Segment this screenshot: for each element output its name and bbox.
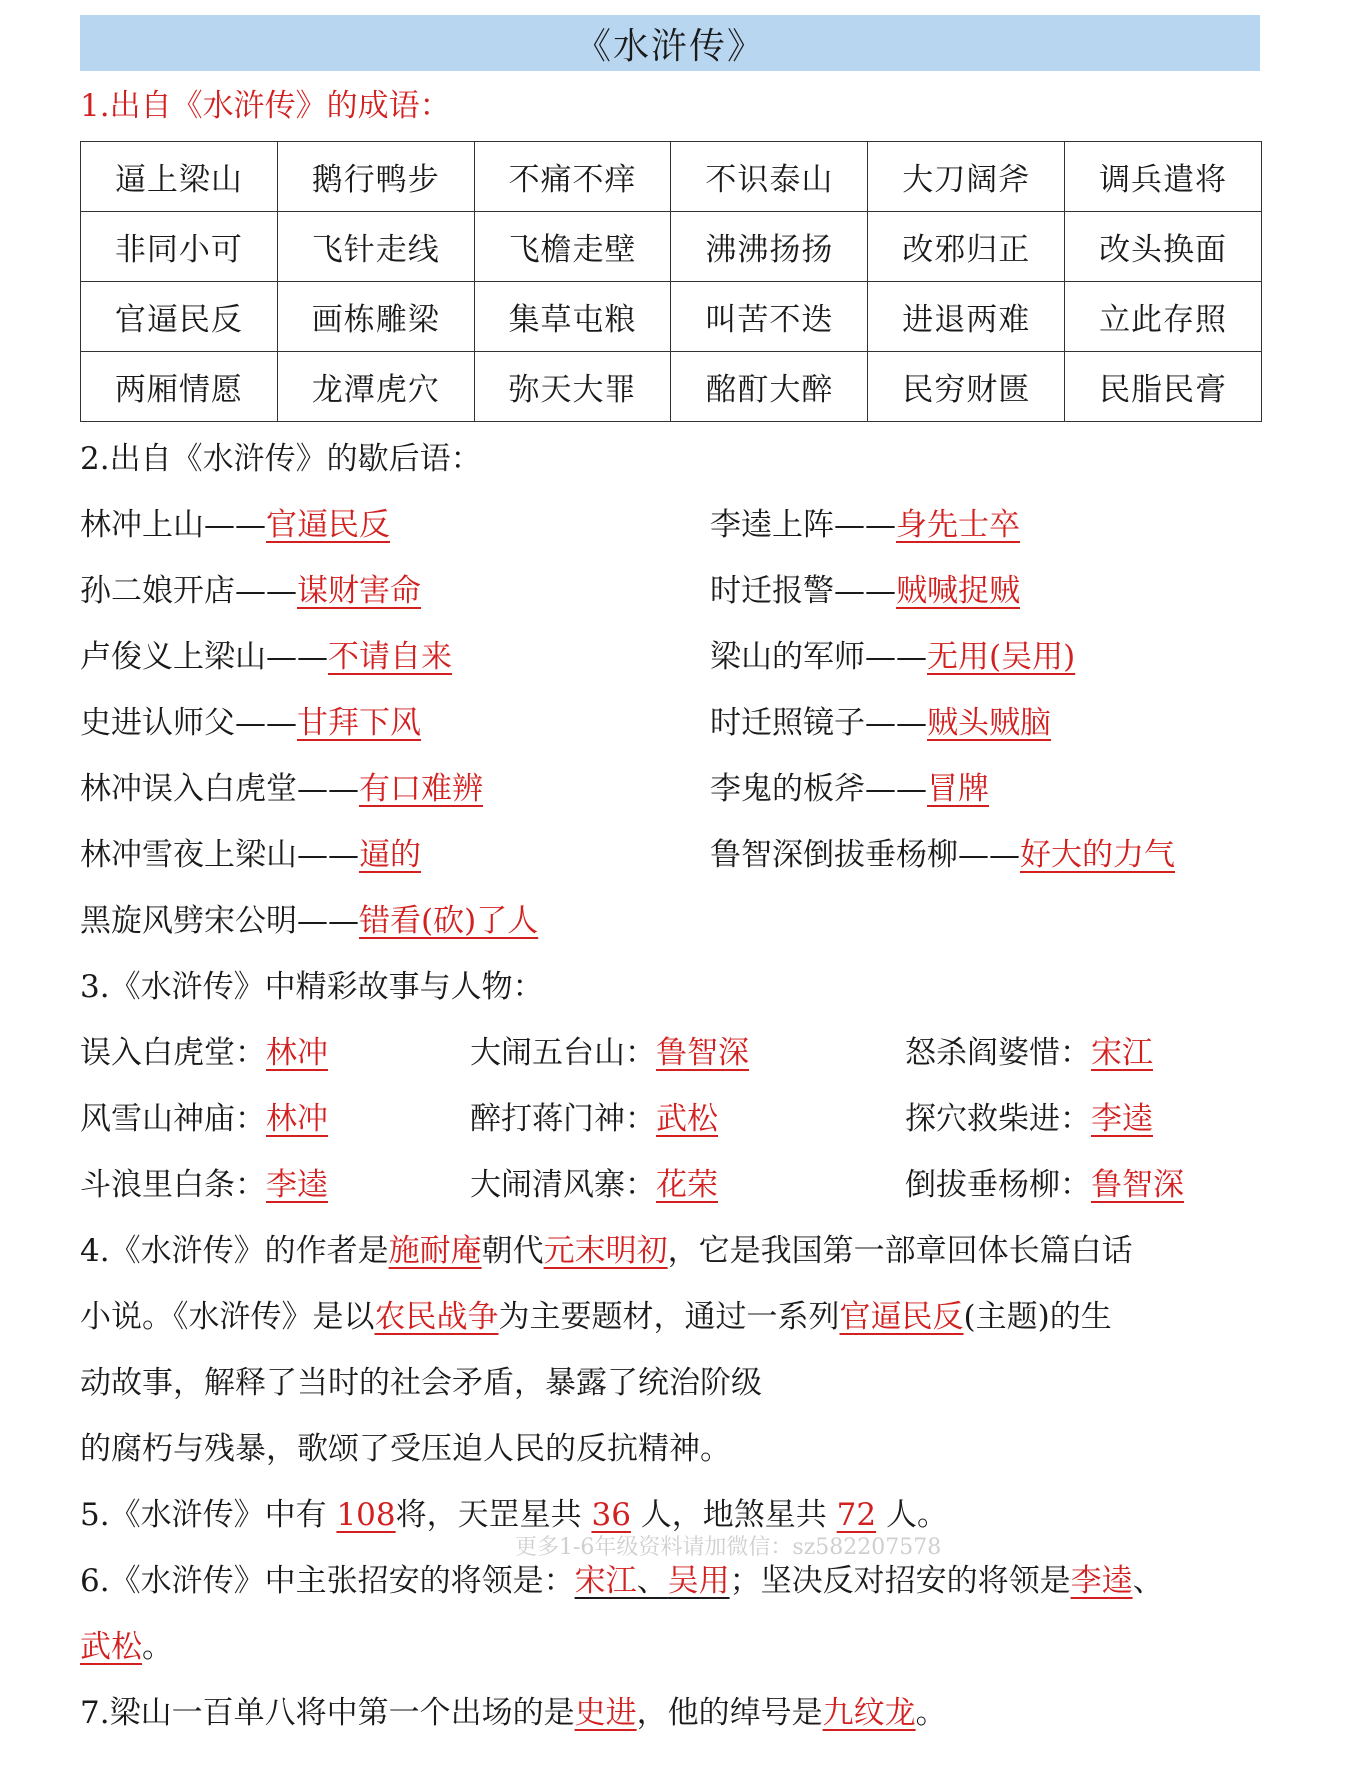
xiehouyu-riddle: 李鬼的板斧—— xyxy=(710,771,927,807)
story-title: 风雪山神庙： xyxy=(80,1101,266,1137)
story-title: 探穴救柴进： xyxy=(905,1101,1091,1137)
story-item xyxy=(470,1152,905,1218)
xiehouyu-item xyxy=(80,822,710,888)
idiom-cell: 民穷财匮 xyxy=(868,352,1065,422)
s6-text: 6.《水浒传》中主张招安的将领是： xyxy=(80,1563,575,1599)
idiom-cell: 官逼民反 xyxy=(81,282,278,352)
table-row xyxy=(81,282,1262,352)
table-row xyxy=(81,212,1262,282)
xiehouyu-item xyxy=(80,690,710,756)
idiom-cell: 不识泰山 xyxy=(671,142,868,212)
section-2-heading: 2.出自《水浒传》的歇后语： xyxy=(80,441,482,477)
story-item xyxy=(905,1152,1260,1218)
page-title-bar xyxy=(80,15,1260,71)
xiehouyu-item xyxy=(710,558,1260,624)
story-title: 大闹清风寨： xyxy=(470,1167,656,1203)
xiehouyu-riddle: 林冲雪夜上梁山—— xyxy=(80,837,359,873)
xiehouyu-answer: 甘拜下风 xyxy=(297,705,421,741)
story-item xyxy=(80,1086,470,1152)
section-4-line-4: 的腐朽与残暴，歌颂了受压迫人民的反抗精神。 xyxy=(80,1431,731,1467)
s5-text: 将，天罡星共 xyxy=(395,1497,582,1533)
xiehouyu-item xyxy=(80,756,710,822)
idiom-cell: 非同小可 xyxy=(81,212,278,282)
xiehouyu-item xyxy=(710,822,1260,888)
idiom-cell: 立此存照 xyxy=(1065,282,1262,352)
xiehouyu-riddle: 鲁智深倒拔垂杨柳—— xyxy=(710,837,1020,873)
xiehouyu-answer: 不请自来 xyxy=(328,639,452,675)
generals-count: 108 xyxy=(336,1497,396,1533)
s7-text: 7.梁山一百单八将中第一个出场的是 xyxy=(80,1695,575,1731)
idiom-cell: 调兵遣将 xyxy=(1065,142,1262,212)
s7-text: ，他的绰号是 xyxy=(636,1695,823,1731)
xiehouyu-list xyxy=(80,492,1260,954)
section-4-line-1 xyxy=(80,1218,1260,1284)
story-item xyxy=(470,1086,905,1152)
story-person: 林冲 xyxy=(266,1101,328,1137)
idiom-cell: 沸沸扬扬 xyxy=(671,212,868,282)
idiom-cell: 飞针走线 xyxy=(277,212,474,282)
idiom-cell: 两厢情愿 xyxy=(81,352,278,422)
xiehouyu-answer: 贼喊捉贼 xyxy=(896,573,1020,609)
xiehouyu-item xyxy=(710,624,1260,690)
anti-amnesty-general-1: 李逵 xyxy=(1070,1563,1133,1599)
xiehouyu-riddle: 林冲误入白虎堂—— xyxy=(80,771,359,807)
section-3-heading: 3.《水浒传》中精彩故事与人物： xyxy=(80,969,544,1005)
s7-text: 。 xyxy=(915,1695,947,1731)
pro-amnesty-general-1: 宋江 xyxy=(574,1563,637,1599)
s4-text: 小说。《水浒传》是以 xyxy=(80,1299,375,1335)
s5-text: 人，地煞星共 xyxy=(640,1497,827,1533)
xiehouyu-answer: 好大的力气 xyxy=(1020,837,1175,873)
story-item xyxy=(80,1020,470,1086)
xiehouyu-answer: 冒牌 xyxy=(927,771,989,807)
table-row xyxy=(81,142,1262,212)
idiom-cell: 改邪归正 xyxy=(868,212,1065,282)
story-person: 林冲 xyxy=(266,1035,328,1071)
s5-text: 人。 xyxy=(885,1497,948,1533)
idiom-cell: 民脂民膏 xyxy=(1065,352,1262,422)
xiehouyu-answer: 身先士卒 xyxy=(896,507,1020,543)
first-hero-answer: 史进 xyxy=(574,1695,637,1731)
s4-text: 为主要题材，通过一系列 xyxy=(498,1299,840,1335)
xiehouyu-riddle: 梁山的军师—— xyxy=(710,639,927,675)
anti-amnesty-general-2: 武松 xyxy=(80,1629,142,1665)
idiom-cell: 大刀阔斧 xyxy=(868,142,1065,212)
xiehouyu-answer: 谋财害命 xyxy=(297,573,421,609)
idiom-cell: 飞檐走壁 xyxy=(474,212,671,282)
nickname-answer: 九纹龙 xyxy=(822,1695,916,1731)
story-title: 误入白虎堂： xyxy=(80,1035,266,1071)
xiehouyu-item xyxy=(80,624,710,690)
idiom-cell: 集草屯粮 xyxy=(474,282,671,352)
idiom-cell: 不痛不痒 xyxy=(474,142,671,212)
xiehouyu-riddle: 时迁报警—— xyxy=(710,573,896,609)
idiom-table xyxy=(80,141,1262,422)
story-title: 大闹五台山： xyxy=(470,1035,656,1071)
xiehouyu-answer: 逼的 xyxy=(359,837,421,873)
xiehouyu-riddle: 李逵上阵—— xyxy=(710,507,896,543)
xiehouyu-riddle: 孙二娘开店—— xyxy=(80,573,297,609)
xiehouyu-riddle: 时迁照镜子—— xyxy=(710,705,927,741)
xiehouyu-riddle: 史进认师父—— xyxy=(80,705,297,741)
idiom-cell: 鹅行鸭步 xyxy=(277,142,474,212)
story-person: 李逵 xyxy=(266,1167,328,1203)
tiangang-count: 36 xyxy=(591,1497,631,1533)
story-person: 武松 xyxy=(656,1101,718,1137)
s6-separator: 、 xyxy=(1132,1563,1164,1599)
xiehouyu-riddle: 卢俊义上梁山—— xyxy=(80,639,328,675)
xiehouyu-item xyxy=(710,756,1260,822)
idiom-cell: 画栋雕梁 xyxy=(277,282,474,352)
section-6-line-2 xyxy=(80,1614,1260,1680)
theme-answer: 官逼民反 xyxy=(839,1299,964,1335)
idiom-cell: 弥天大罪 xyxy=(474,352,671,422)
s4-text: 4.《水浒传》的作者是 xyxy=(80,1233,389,1269)
s4-text: ，它是我国第一部章回体长篇白话 xyxy=(667,1233,1133,1269)
xiehouyu-item xyxy=(80,888,710,954)
s4-text: (主题)的生 xyxy=(963,1299,1112,1335)
s6-separator: 、 xyxy=(636,1563,668,1599)
idiom-cell: 龙潭虎穴 xyxy=(277,352,474,422)
page xyxy=(80,15,1260,1746)
s5-text: 5.《水浒传》中有 xyxy=(80,1497,327,1533)
story-item xyxy=(905,1086,1260,1152)
story-title: 斗浪里白条： xyxy=(80,1167,266,1203)
idiom-cell: 改头换面 xyxy=(1065,212,1262,282)
xiehouyu-item xyxy=(710,690,1260,756)
story-item xyxy=(80,1152,470,1218)
section-4-line-3: 动故事，解释了当时的社会矛盾，暴露了统治阶级 xyxy=(80,1365,762,1401)
s6-text: ；坚决反对招安的将领是 xyxy=(729,1563,1071,1599)
xiehouyu-answer: 有口难辨 xyxy=(359,771,483,807)
idiom-cell: 酩酊大醉 xyxy=(671,352,868,422)
xiehouyu-riddle: 黑旋风劈宋公明—— xyxy=(80,903,359,939)
idiom-cell: 进退两难 xyxy=(868,282,1065,352)
story-title: 倒拔垂杨柳： xyxy=(905,1167,1091,1203)
story-person: 宋江 xyxy=(1091,1035,1153,1071)
s4-text: 朝代 xyxy=(481,1233,544,1269)
story-title: 醉打蒋门神： xyxy=(470,1101,656,1137)
story-person: 鲁智深 xyxy=(656,1035,749,1071)
xiehouyu-answer: 无用(吴用) xyxy=(927,639,1076,675)
xiehouyu-answer: 错看(砍)了人 xyxy=(359,903,539,939)
story-title: 怒杀阎婆惜： xyxy=(905,1035,1091,1071)
story-person: 李逵 xyxy=(1091,1101,1153,1137)
section-4-line-2 xyxy=(80,1284,1260,1350)
xiehouyu-item xyxy=(80,492,710,558)
idiom-cell: 逼上梁山 xyxy=(81,142,278,212)
story-list xyxy=(80,1020,1260,1218)
story-person: 花荣 xyxy=(656,1167,718,1203)
pro-amnesty-general-2: 吴用 xyxy=(667,1563,730,1599)
story-item xyxy=(470,1020,905,1086)
author-answer: 施耐庵 xyxy=(388,1233,482,1269)
subject-answer: 农民战争 xyxy=(374,1299,499,1335)
xiehouyu-answer: 贼头贼脑 xyxy=(927,705,1051,741)
story-person: 鲁智深 xyxy=(1091,1167,1184,1203)
xiehouyu-item xyxy=(80,558,710,624)
disha-count: 72 xyxy=(836,1497,877,1533)
section-7 xyxy=(80,1680,1260,1746)
era-answer: 元末明初 xyxy=(543,1233,668,1269)
xiehouyu-answer: 官逼民反 xyxy=(266,507,390,543)
page-title: 《水浒传》 xyxy=(574,25,765,67)
idiom-cell: 叫苦不迭 xyxy=(671,282,868,352)
story-item xyxy=(905,1020,1260,1086)
s6-text: 。 xyxy=(142,1629,173,1665)
table-row xyxy=(81,352,1262,422)
watermark-text: 更多1-6年级资料请加微信：sz582207578 xyxy=(515,1535,942,1560)
xiehouyu-item xyxy=(710,492,1260,558)
section-1-heading: 1.出自《水浒传》的成语： xyxy=(80,88,451,124)
xiehouyu-riddle: 林冲上山—— xyxy=(80,507,266,543)
